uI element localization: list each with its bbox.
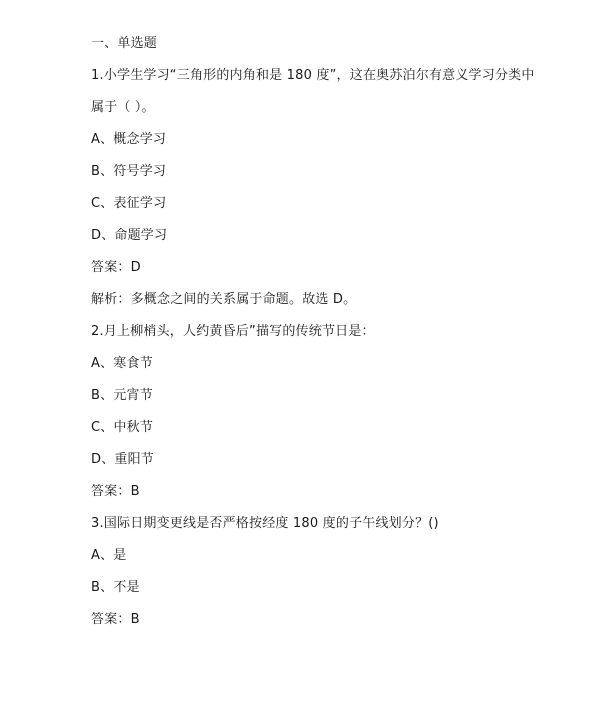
question-1-stem-line-2: 属于（ ）。 bbox=[91, 100, 155, 115]
question-3-option-b: B、不是 bbox=[91, 580, 140, 595]
question-1-stem-line-1: 1.小学生学习“三角形的内角和是 180 度”，这在奥苏泊尔有意义学习分类中 bbox=[91, 68, 535, 83]
question-3-stem: 3.国际日期变更线是否严格按经度 180 度的子午线划分？() bbox=[91, 516, 439, 531]
question-2-option-a: A、寒食节 bbox=[91, 356, 153, 371]
question-2-option-d: D、重阳节 bbox=[91, 452, 155, 467]
question-2-option-b: B、元宵节 bbox=[91, 388, 153, 403]
question-1-option-d: D、命题学习 bbox=[91, 228, 168, 243]
section-title: 一、单选题 bbox=[91, 36, 158, 51]
question-2-answer: 答案：B bbox=[91, 484, 140, 499]
question-3-answer: 答案：B bbox=[91, 612, 140, 627]
question-2-option-c: C、中秋节 bbox=[91, 420, 154, 435]
question-1-option-b: B、符号学习 bbox=[91, 164, 167, 179]
question-1-analysis: 解析：多概念之间的关系属于命题。故选 D。 bbox=[91, 292, 357, 307]
question-1-option-c: C、表征学习 bbox=[91, 196, 167, 211]
question-2-stem: 2.月上柳梢头，人约黄昏后”描写的传统节日是： bbox=[91, 324, 375, 339]
question-1-answer: 答案：D bbox=[91, 260, 141, 275]
question-1-option-a: A、概念学习 bbox=[91, 132, 167, 147]
question-3-option-a: A、是 bbox=[91, 548, 127, 563]
